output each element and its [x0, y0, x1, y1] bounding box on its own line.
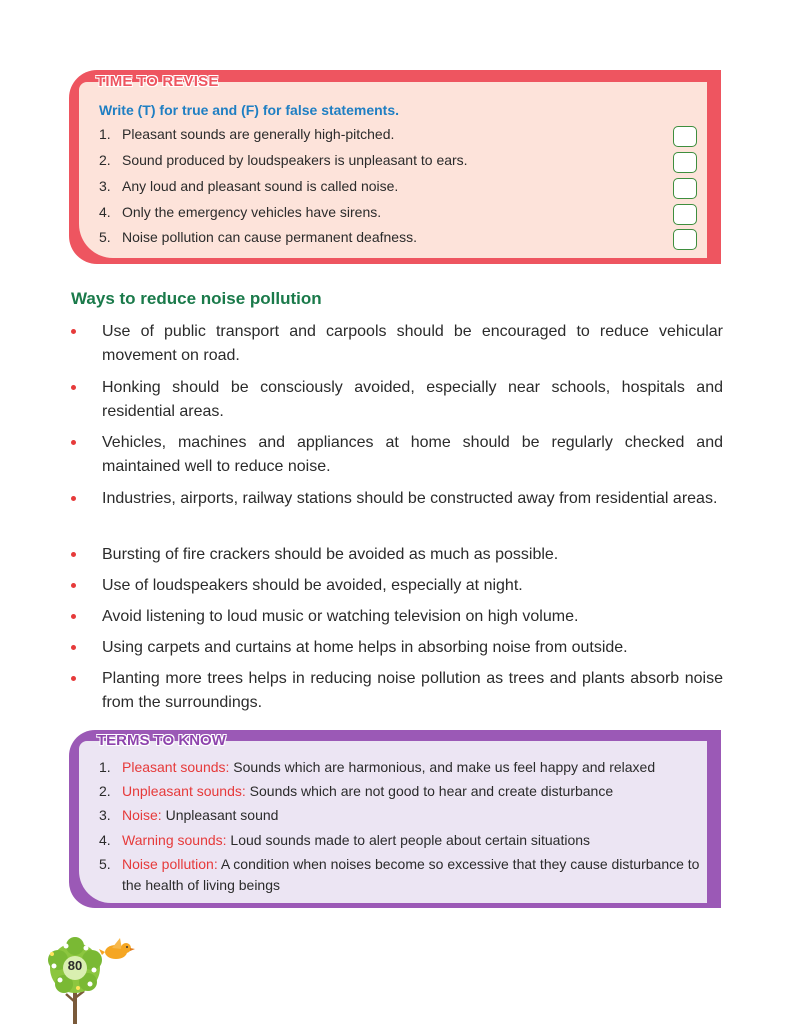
term-number: 2. — [99, 783, 111, 799]
revise-item-text: Pleasant sounds are generally high-pitched. — [122, 126, 395, 142]
term-name: Unpleasant sounds: — [122, 783, 246, 799]
bullet-icon — [71, 329, 76, 334]
term-definition: Sounds which are harmonious, and make us feel happy and relaxed — [229, 759, 656, 775]
list-item-text: Vehicles, machines and appliances at home should be regularly checked and maintained well to reduce noise. — [102, 434, 723, 475]
bullet-icon — [71, 614, 76, 619]
term-number: 1. — [99, 759, 111, 775]
revise-item-text: Sound produced by loudspeakers is unpleasant to ears. — [122, 152, 468, 168]
term-definition: Sounds which are not good to hear and create disturbance — [245, 783, 614, 799]
revise-item-number: 1. — [99, 126, 111, 142]
bullet-icon — [71, 552, 76, 557]
list-item-text: Honking should be consciously avoided, especially near schools, hospitals and residential areas. — [102, 379, 723, 420]
term-entry — [122, 757, 702, 778]
bullet-icon — [71, 645, 76, 650]
bird-icon — [98, 936, 136, 964]
term-number: 3. — [99, 807, 111, 823]
list-item-text: Bursting of fire crackers should be avoided as much as possible. — [102, 546, 559, 563]
revise-item-number: 5. — [99, 229, 111, 245]
list-item-text: Industries, airports, railway stations should be constructed away from residential areas. — [102, 490, 718, 507]
bullet-icon — [71, 496, 76, 501]
time-to-revise-box — [69, 70, 721, 264]
bullet-icon — [71, 676, 76, 681]
answer-box-2[interactable] — [673, 152, 697, 173]
list-item-text: Using carpets and curtains at home helps in absorbing noise from outside. — [102, 639, 628, 656]
list-item-text: Avoid listening to loud music or watching television on high volume. — [102, 608, 579, 625]
term-name: Warning sounds: — [122, 832, 227, 848]
term-definition: A condition when noises become so excessive that they cause disturbance to the health of living beings — [122, 856, 700, 893]
term-name: Noise pollution: — [122, 856, 218, 872]
term-entry — [122, 805, 702, 826]
revise-item-text: Only the emergency vehicles have sirens. — [122, 204, 382, 220]
answer-box-3[interactable] — [673, 178, 697, 199]
answer-box-5[interactable] — [673, 229, 697, 250]
page-number-tree — [44, 936, 136, 1024]
term-name: Noise: — [122, 807, 162, 823]
bullet-icon — [71, 440, 76, 445]
answer-box-4[interactable] — [673, 204, 697, 225]
list-item-text: Planting more trees helps in reducing noise pollution as trees and plants absorb noise from the surroundings. — [102, 670, 723, 711]
bullet-icon — [71, 583, 76, 588]
revise-item-text: Noise pollution can cause permanent deafness. — [122, 229, 417, 245]
revise-heading: TIME TO REVISE — [96, 73, 219, 90]
revise-item-text: Any loud and pleasant sound is called noise. — [122, 178, 399, 194]
list-item-text: Use of public transport and carpools should be encouraged to reduce vehicular movement on road. — [102, 323, 723, 364]
term-definition: Unpleasant sound — [161, 807, 279, 823]
term-definition: Loud sounds made to alert people about certain situations — [226, 832, 591, 848]
ways-section-title: Ways to reduce noise pollution — [71, 289, 322, 308]
term-entry — [122, 854, 702, 896]
term-number: 5. — [99, 856, 111, 872]
term-entry — [122, 830, 702, 851]
list-item-text: Use of loudspeakers should be avoided, especially at night. — [102, 577, 523, 594]
term-number: 4. — [99, 832, 111, 848]
revise-item-number: 3. — [99, 178, 111, 194]
revise-item-number: 2. — [99, 152, 111, 168]
page-number: 80 — [67, 958, 83, 973]
terms-heading: TERMS TO KNOW — [97, 732, 226, 749]
answer-box-1[interactable] — [673, 126, 697, 147]
revise-item-number: 4. — [99, 204, 111, 220]
term-entry — [122, 781, 702, 802]
bullet-icon — [71, 385, 76, 390]
terms-to-know-box — [69, 730, 721, 908]
term-name: Pleasant sounds: — [122, 759, 230, 775]
revise-instruction: Write (T) for true and (F) for false statements. — [99, 102, 399, 118]
